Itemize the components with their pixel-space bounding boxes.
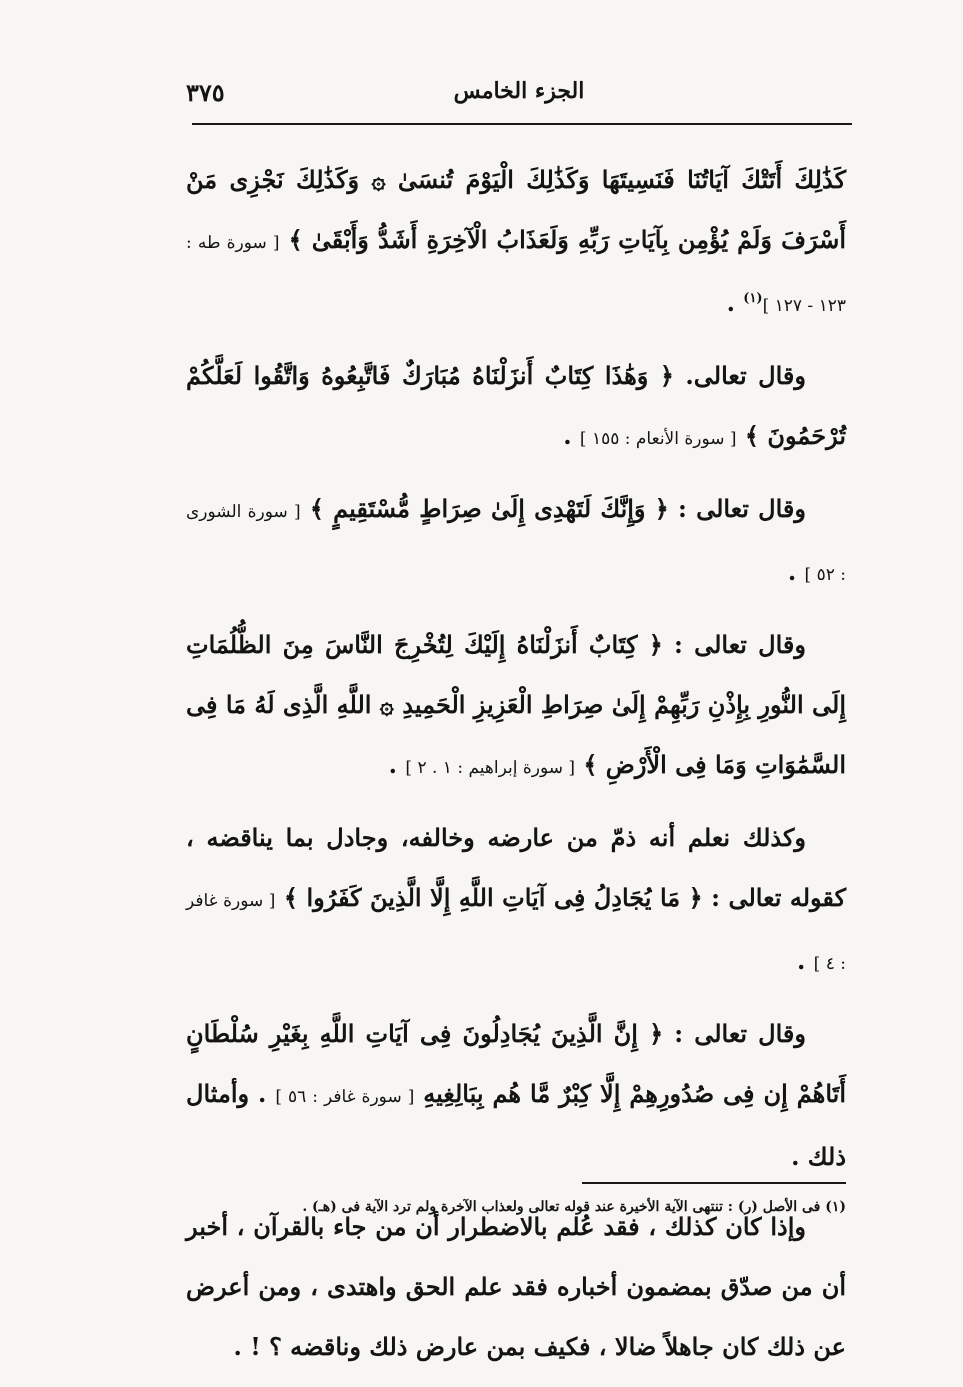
running-title: الجزء الخامس <box>453 78 585 104</box>
paragraph-5: وكذلك نعلم أنه ذمّ من عارضه وخالفه، وجادل بما يناقضه ، كقوله تعالى : ﴿ مَا يُجَادِلُ فِى آيَاتِ اللَّهِ إِلَّا الَّذِينَ كَفَرُوا ﴾ [ سورة غافر : ٤ ] . <box>186 823 847 975</box>
paragraph-7: وإذا كان كذلك ، فقد عُلم بالاضطرار أن من جاء بالقرآن ، أخبر أن من صدّق بمضمون أخباره فقد علم الحق واهتدى ، ومن أعرض عن ذلك كان جاهلاً ضالا ، فكيف بمن عارض ذلك وناقضه ؟ ! . <box>186 1212 846 1361</box>
surah-citation: [ سورة غافر : ٥٦ ] <box>275 1087 415 1107</box>
footnote: (١) فى الأصل (ر) : تنتهى الآية الأخيرة عند قوله تعالى ولعذاب الآخرة ولم ترد الآية فى (هـ) . <box>302 1199 846 1215</box>
paragraph-3: وقال تعالى : ﴿ وَإِنَّكَ لَتَهْدِى إِلَىٰ صِرَاطٍ مُّسْتَقِيمٍ ﴾ [ سورة الشورى : ٥٢ ] . <box>186 494 846 586</box>
surah-citation: [ سورة الأنعام : ١٥٥ ] <box>579 429 737 449</box>
surah-citation: [ سورة إبراهيم : ١ . ٢ ] <box>405 758 576 778</box>
page-number: ٣٧٥ <box>186 78 225 107</box>
paragraph-1: كَذَٰلِكَ أَتَتْكَ آيَاتُنَا فَنَسِيتَهَا وَكَذَٰلِكَ الْيَوْمَ تُنسَىٰ ۞ وَكَذَٰلِكَ نَجْزِى مَنْ أَسْرَفَ وَلَمْ يُؤْمِن بِآيَاتِ رَبِّهِ وَلَعَذَابُ الْآخِرَةِ أَشَدُّ وَأَبْقَىٰ ﴾ [ سورة طه : ١٢٣ - ١٢٧ ]$^{(١)}$ . <box>186 165 847 317</box>
surah-citation: [ سورة طه : ١٢٣ - ١٢٧ ] <box>186 233 846 316</box>
paragraph-6: وقال تعالى : ﴿ إِنَّ الَّذِينَ يُجَادِلُونَ فِى آيَاتِ اللَّهِ بِغَيْرِ سُلْطَانٍ أَتَاهُمْ إِن فِى صُدُورِهِمْ إِلَّا كِبْرٌ مَّا هُم بِبَالِغِيهِ [ سورة غافر : ٥٦ ] . وأمثال ذلك . <box>186 1019 846 1171</box>
footnote-marker: (١) <box>743 291 763 306</box>
page-header <box>186 78 852 122</box>
footnote-rule <box>582 1182 846 1184</box>
surah-citation: [ سورة غافر : ٤ ] <box>186 891 846 974</box>
surah-citation: [ سورة الشورى : ٥٢ ] <box>186 502 846 585</box>
paragraph-4: وقال تعالى : ﴿ كِتَابٌ أَنزَلْنَاهُ إِلَيْكَ لِتُخْرِجَ النَّاسَ مِنَ الظُّلُمَاتِ إِلَى النُّورِ بِإِذْنِ رَبِّهِمْ إِلَىٰ صِرَاطِ الْعَزِيزِ الْحَمِيدِ ۞ اللَّهِ الَّذِى لَهُ مَا فِى السَّمَٰوَاتِ وَمَا فِى الْأَرْضِ ﴾ [ سورة إبراهيم : ١ . ٢ ] . <box>186 630 846 779</box>
header-rule <box>192 123 852 125</box>
paragraph-2: وقال تعالى. ﴿ وَهَٰذَا كِتَابٌ أَنزَلْنَاهُ مُبَارَكٌ فَاتَّبِعُوهُ وَاتَّقُوا لَعَلَّكُمْ تُرْحَمُونَ ﴾ [ سورة الأنعام : ١٥٥ ] . <box>186 361 846 450</box>
